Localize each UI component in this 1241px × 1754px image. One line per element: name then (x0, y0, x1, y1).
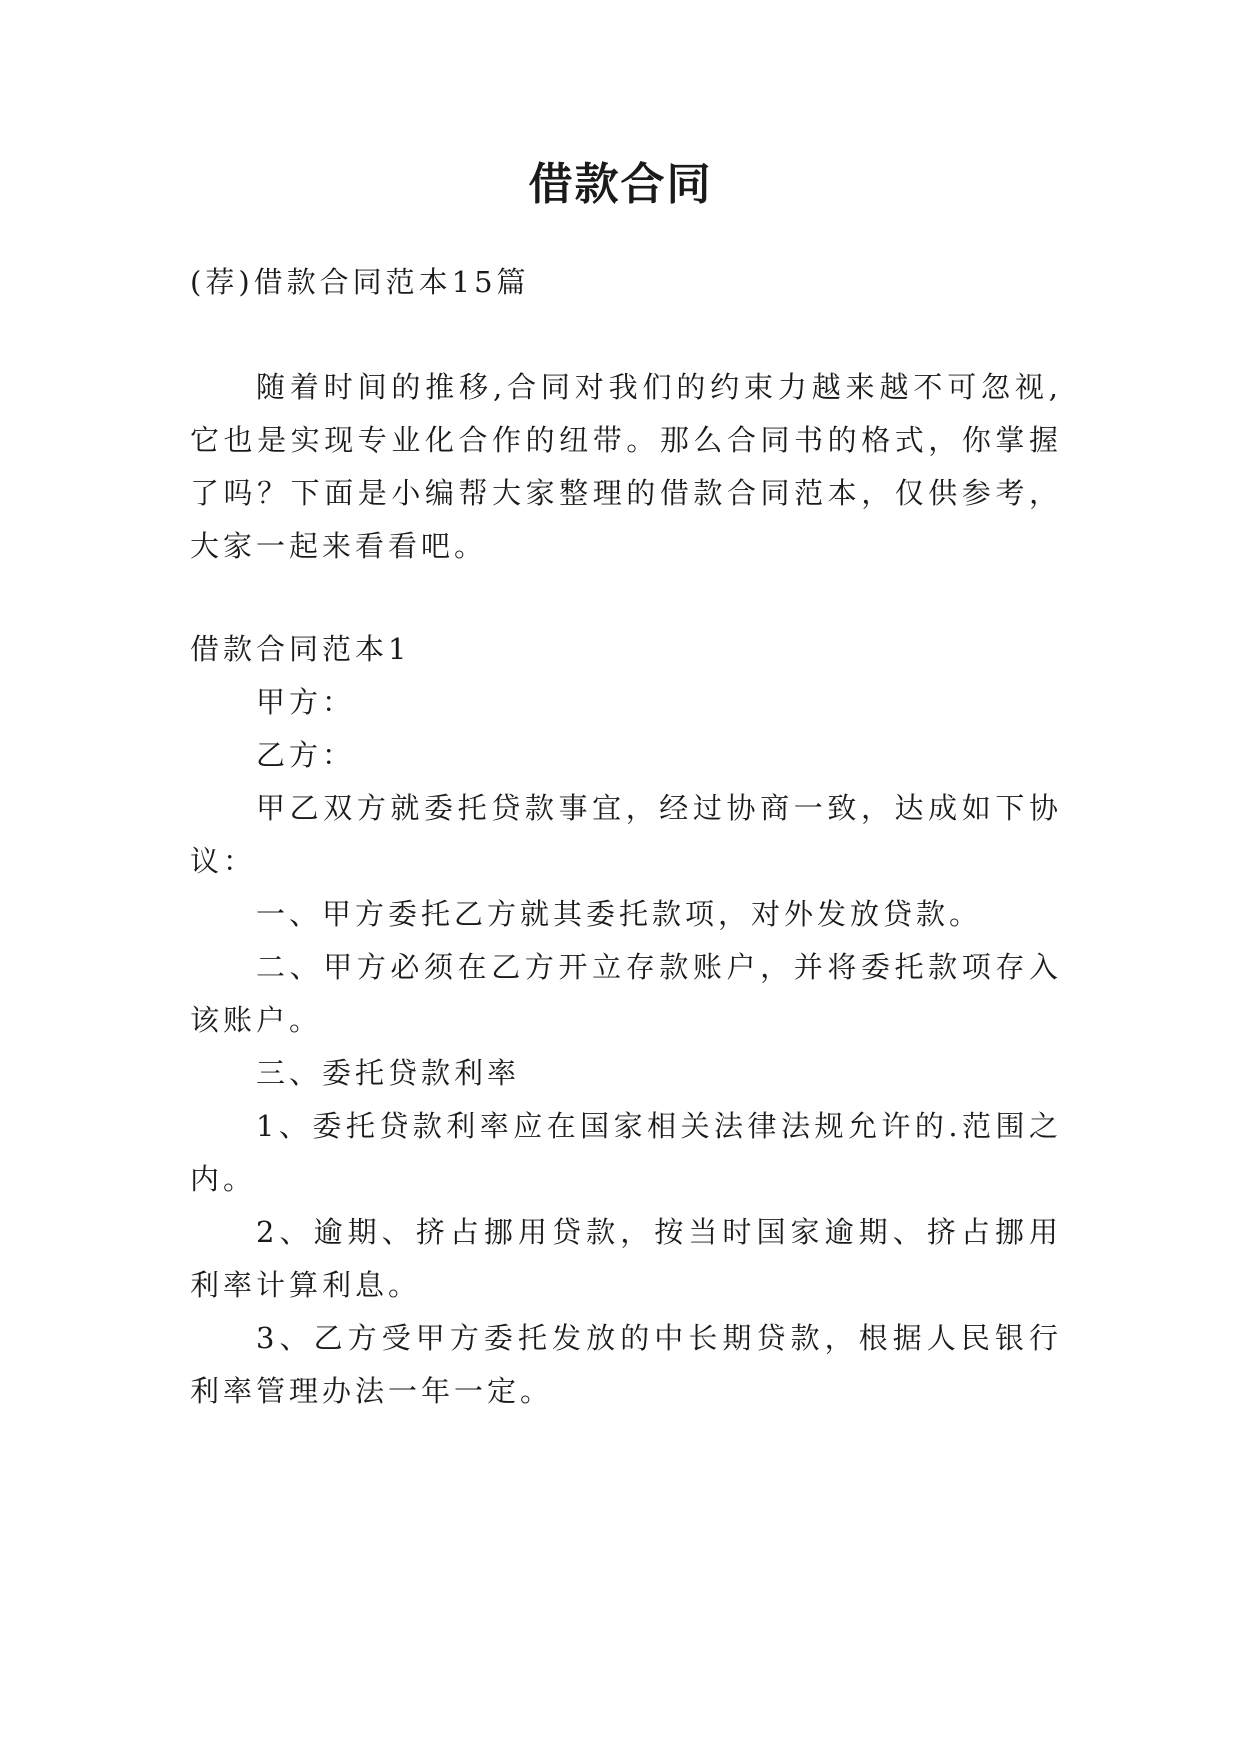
clause-line: 议： (190, 844, 257, 878)
clause-line: 3、乙方受甲方委托发放的中长期贷款，根据人民银行 (256, 1321, 1062, 1355)
intro-line-2: 它也是实现专业化合作的纽带。那么合同书的格式，你掌握 (190, 423, 1062, 457)
intro-line-1: 随着时间的推移,合同对我们的约束力越来越不可忽视, (256, 370, 1062, 404)
clause-line: 1、委托贷款利率应在国家相关法律法规允许的.范围之 (256, 1109, 1062, 1143)
intro-line-3: 了吗？下面是小编帮大家整理的借款合同范本，仅供参考， (190, 476, 1062, 510)
clause-line: 二、甲方必须在乙方开立存款账户，并将委托款项存入 (256, 950, 1062, 984)
party-b-label: 乙方： (256, 738, 356, 772)
intro-line-4: 大家一起来看看吧。 (190, 529, 488, 563)
clause-line: 利率计算利息。 (190, 1268, 422, 1302)
clause-line: 一、甲方委托乙方就其委托款项，对外发放贷款。 (256, 897, 983, 931)
clause-line: 2、逾期、挤占挪用贷款，按当时国家逾期、挤占挪用 (256, 1215, 1062, 1249)
party-a-label: 甲方： (256, 685, 356, 719)
document-subtitle: (荐)借款合同范本15篇 (190, 265, 530, 299)
clause-line: 三、委托贷款利率 (256, 1056, 521, 1090)
clause-line: 甲乙双方就委托贷款事宜，经过协商一致，达成如下协 (256, 791, 1062, 825)
clause-line: 利率管理办法一年一定。 (190, 1374, 554, 1408)
document-title: 借款合同 (528, 159, 713, 210)
clause-line: 内。 (190, 1162, 257, 1196)
clause-line: 该账户。 (190, 1003, 323, 1037)
section-heading: 借款合同范本1 (190, 632, 411, 666)
